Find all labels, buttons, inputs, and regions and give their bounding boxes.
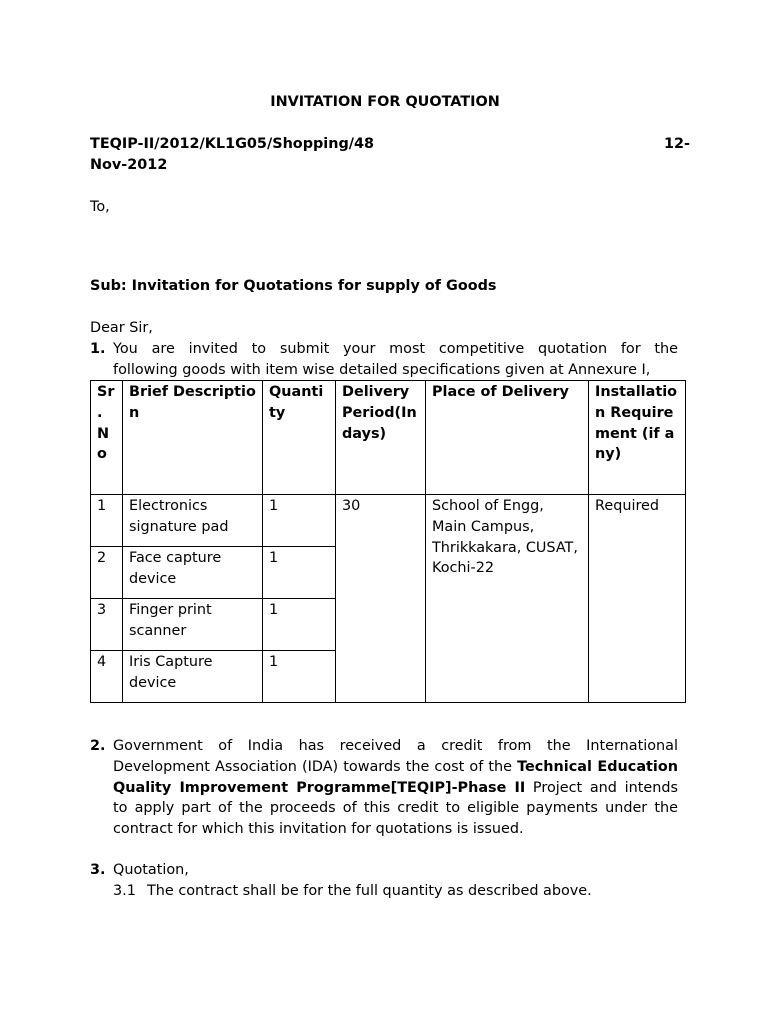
header-delivery-period: Delivery Period(In days) bbox=[336, 381, 426, 495]
item-3-number: 3. bbox=[90, 862, 106, 878]
header-installation: Installation Requirement (if any) bbox=[589, 381, 686, 495]
row-sr: 1 bbox=[91, 495, 123, 547]
item-3-1-number: 3.1 bbox=[113, 883, 136, 899]
row-quantity: 1 bbox=[263, 651, 336, 703]
reference-number: TEQIP-II/2012/KL1G05/Shopping/48 bbox=[90, 136, 375, 152]
header-place-of-delivery: Place of Delivery bbox=[426, 381, 589, 495]
goods-table bbox=[90, 380, 686, 703]
delivery-period-cell: 30 bbox=[336, 495, 426, 703]
item-2-text-a: Government of India has received a credit from the International Development Association (IDA) towards the cost of the bbox=[113, 738, 678, 775]
row-sr: 3 bbox=[91, 599, 123, 651]
document-title: INVITATION FOR QUOTATION bbox=[270, 94, 500, 110]
item-1-line-1: You are invited to submit your most competitive quotation for the bbox=[113, 341, 678, 357]
row-quantity: 1 bbox=[263, 599, 336, 651]
date-part-2: Nov-2012 bbox=[90, 157, 168, 173]
table-header-row bbox=[91, 381, 686, 495]
item-2-number: 2. bbox=[90, 738, 106, 754]
installation-cell: Required bbox=[589, 495, 686, 703]
item-1-number: 1. bbox=[90, 341, 106, 357]
row-sr: 2 bbox=[91, 547, 123, 599]
salutation: Dear Sir, bbox=[90, 320, 153, 336]
item-3-1-text: The contract shall be for the full quantity as described above. bbox=[147, 883, 592, 899]
item-2-paragraph bbox=[113, 736, 678, 840]
table-row bbox=[91, 495, 686, 547]
item-2-text-b: Project and intends to apply part of the proceeds of this credit to eligible payments under the contract for which this invitation for quotations is issued. bbox=[113, 779, 678, 838]
header-description: Brief Description bbox=[123, 381, 263, 495]
date-part-1: 12- bbox=[664, 136, 690, 152]
header-sr-no: Sr . No bbox=[91, 381, 123, 495]
row-description: Finger print scanner bbox=[123, 599, 263, 651]
row-quantity: 1 bbox=[263, 547, 336, 599]
item-1-line-2: following goods with item wise detailed specifications given at Annexure I, bbox=[113, 362, 651, 378]
row-description: Face capture device bbox=[123, 547, 263, 599]
addressee: To, bbox=[90, 199, 110, 215]
row-description: Iris Capture device bbox=[123, 651, 263, 703]
row-description: Electronics signature pad bbox=[123, 495, 263, 547]
header-quantity: Quantity bbox=[263, 381, 336, 495]
row-sr: 4 bbox=[91, 651, 123, 703]
item-2-programme-name: Technical Education Quality Improvement Programme[TEQIP]-Phase II bbox=[113, 758, 678, 796]
item-3-label: Quotation, bbox=[113, 862, 189, 878]
place-of-delivery-cell: School of Engg, Main Campus, Thrikkakara, CUSAT, Kochi-22 bbox=[426, 495, 589, 703]
subject-line: Sub: Invitation for Quotations for supply of Goods bbox=[90, 278, 497, 294]
row-quantity: 1 bbox=[263, 495, 336, 547]
